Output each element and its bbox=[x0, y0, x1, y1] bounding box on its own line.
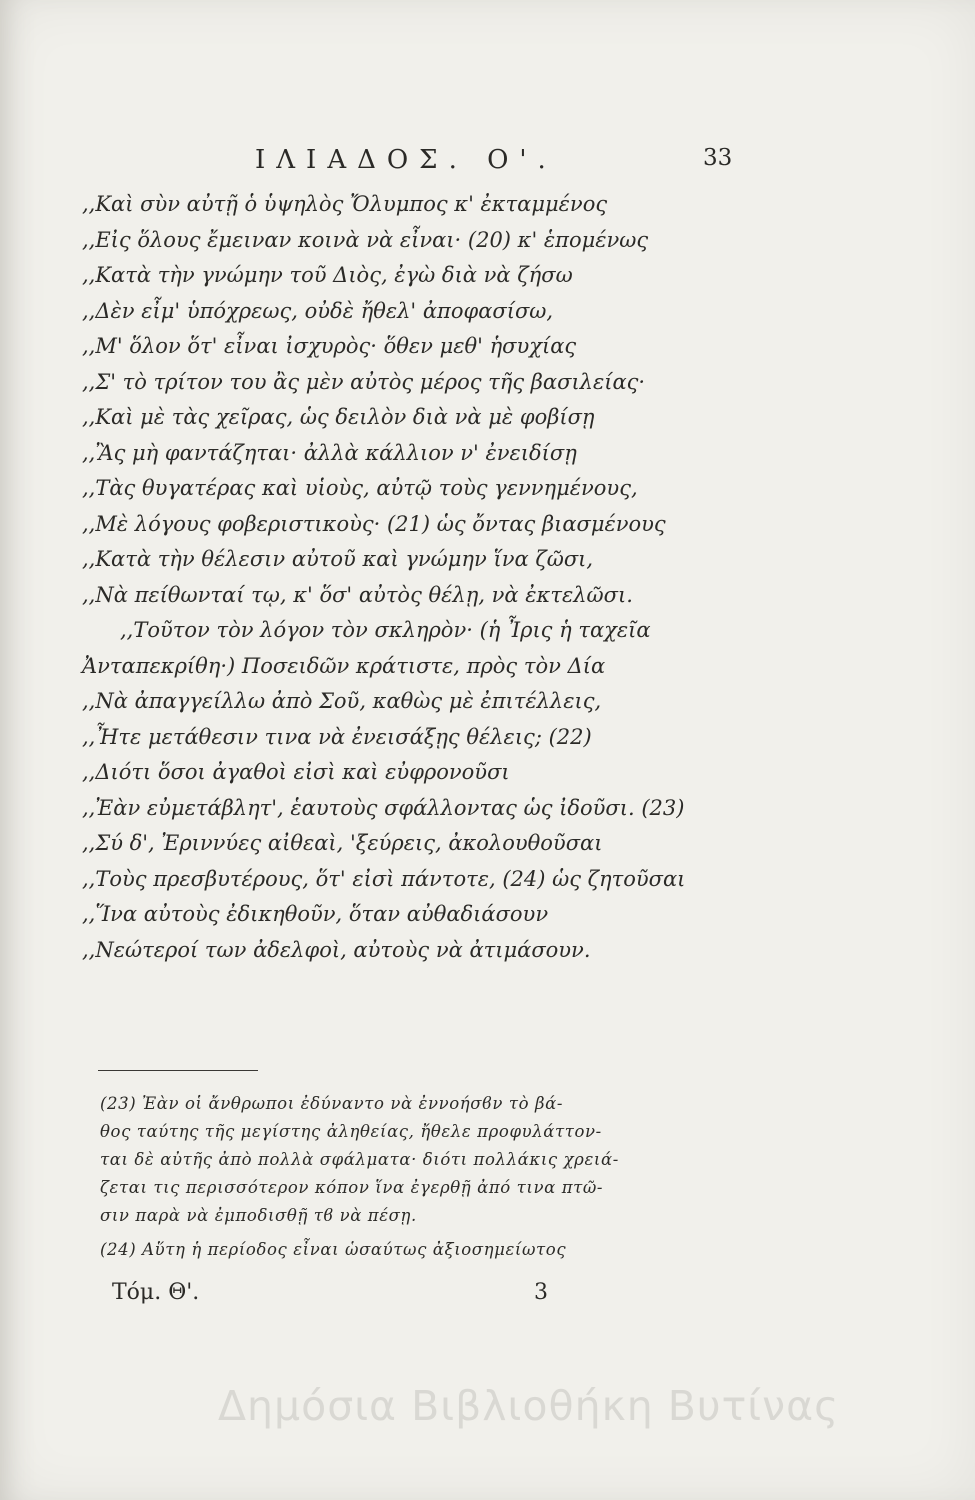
verse-line: ,,Σ' τὸ τρίτον του ἂς μὲν αὐτὸς μέρος τῆς βασιλείας· bbox=[82, 369, 646, 394]
verse-line: ,,Τοὺς πρεσβυτέρους, ὅτ' εἰσὶ πάντοτε, (24) ὡς ζητοῦσαι bbox=[82, 866, 686, 891]
footnote-rule bbox=[98, 1070, 258, 1071]
verse-line: ,,Τοῦτον τὸν λόγον τὸν σκληρὸν· (ἡ Ἶρις ἡ ταχεῖα bbox=[120, 618, 651, 642]
footnote-line: σιν παρὰ νὰ ἐμποδισθῇ τϐ νὰ πέσῃ. bbox=[100, 1206, 417, 1225]
verse-line: ,,Νεώτεροί των ἀδελφοὶ, αὐτοὺς νὰ ἀτιμάσουν. bbox=[82, 937, 591, 962]
verse-line: ,,Εἰς ὅλους ἔμειναν κοινὰ νὰ εἶναι· (20) κ' ἑπομένως bbox=[82, 227, 649, 252]
verse-line: ,,Καὶ μὲ τὰς χεῖρας, ὡς δειλὸν διὰ νὰ μὲ φοβίσῃ bbox=[82, 405, 595, 429]
verse-line: ,,Κατὰ τὴν θέλεσιν αὐτοῦ καὶ γνώμην ἵνα ζῶσι, bbox=[82, 547, 594, 571]
verse-line: ,,Μ' ὅλον ὅτ' εἶναι ἰσχυρὸς· ὅθεν μεθ' ἡσυχίας bbox=[82, 334, 577, 358]
verse-line: ,,Νὰ πείθωνταί τῳ, κ' ὅσ' αὐτὸς θέλῃ, νὰ ἐκτελῶσι. bbox=[82, 582, 633, 607]
verse-line: ,,Ἵνα αὐτοὺς ἐδικηθοῦν, ὅταν αὐθαδιάσουν bbox=[82, 902, 549, 926]
verse-line: Ἀνταπεκρίθη·) Ποσειδῶν κράτιστε, πρὸς τὸν Δία bbox=[82, 653, 606, 678]
signature-line bbox=[112, 1280, 582, 1310]
verse-line: ,,Νὰ ἀπαγγείλλω ἀπὸ Σοῦ, καθὼς μὲ ἐπιτέλλεις, bbox=[82, 689, 602, 713]
running-title: ΙΛΙΑΔΟΣ. Ο'. bbox=[255, 145, 557, 175]
verse-line: ,,Διότι ὅσοι ἀγαθοὶ εἰσὶ καὶ εὐφρονοῦσι bbox=[82, 760, 510, 784]
verse-line: ,,Ἐὰν εὐμετάβλητ', ἑαυτοὺς σφάλλοντας ὡς ἰδοῦσι. (23) bbox=[82, 795, 685, 820]
verse-line: ,,Καὶ σὺν αὐτῇ ὁ ὑψηλὸς Ὄλυμπος κ' ἐκταμμένος bbox=[82, 192, 608, 216]
verse-line: ,,Κατὰ τὴν γνώμην τοῦ Διὸς, ἐγὼ διὰ νὰ ζήσω bbox=[82, 263, 573, 287]
verse-line: ,,Μὲ λόγους φοβεριστικοὺς· (21) ὡς ὄντας βιασμένους bbox=[82, 511, 666, 536]
footnote-line: ται δὲ αὐτῆς ἀπὸ πολλὰ σφάλματα· διότι πολλάκις χρειά- bbox=[100, 1150, 619, 1169]
verse-line: ,,Ἂς μὴ φαντάζηται· ἀλλὰ κάλλιον ν' ἐνειδίσῃ bbox=[82, 440, 577, 465]
page-number: 33 bbox=[703, 145, 733, 171]
verse-line: ,,Σύ δ', Ἐριννύες αἰθεαὶ, 'ξεύρεις, ἀκολουθοῦσαι bbox=[82, 831, 603, 855]
verse-line: ,,Ἦτε μετάθεσιν τινα νὰ ἐνεισάξῃς θέλεις; (22) bbox=[82, 724, 592, 749]
running-header bbox=[80, 145, 780, 175]
footnote-line: ζεται τις περισσότερον κόπον ἵνα ἐγερθῇ ἀπό τινα πτῶ- bbox=[100, 1178, 604, 1197]
library-watermark: Δημόσια Βιβλιοθήκη Βυτίνας bbox=[218, 1382, 840, 1430]
footnote-line: (24) Αὕτη ἡ περίοδος εἶναι ὡσαύτως ἀξιοσημείωτος bbox=[100, 1240, 567, 1259]
footnote-line: θος ταύτης τῆς μεγίστης ἀληθείας, ἤθελε προφυλάττον- bbox=[100, 1122, 602, 1141]
signature-mark: 3 bbox=[534, 1280, 548, 1305]
footnotes bbox=[100, 1090, 680, 1264]
footnote-line: (23) Ἐὰν οἱ ἄνθρωποι ἐδύναντο νὰ ἐννοήσϐν τὸ βά- bbox=[100, 1094, 564, 1113]
verse-block bbox=[82, 187, 702, 968]
volume-mark: Τόμ. Θ'. bbox=[112, 1280, 200, 1305]
verse-line: ,,Τὰς θυγατέρας καὶ υἱοὺς, αὐτῷ τοὺς γεννημένους, bbox=[82, 476, 638, 500]
verse-line: ,,Δὲν εἶμ' ὑπόχρεως, οὐδὲ ἤθελ' ἀποφασίσω, bbox=[82, 298, 554, 323]
